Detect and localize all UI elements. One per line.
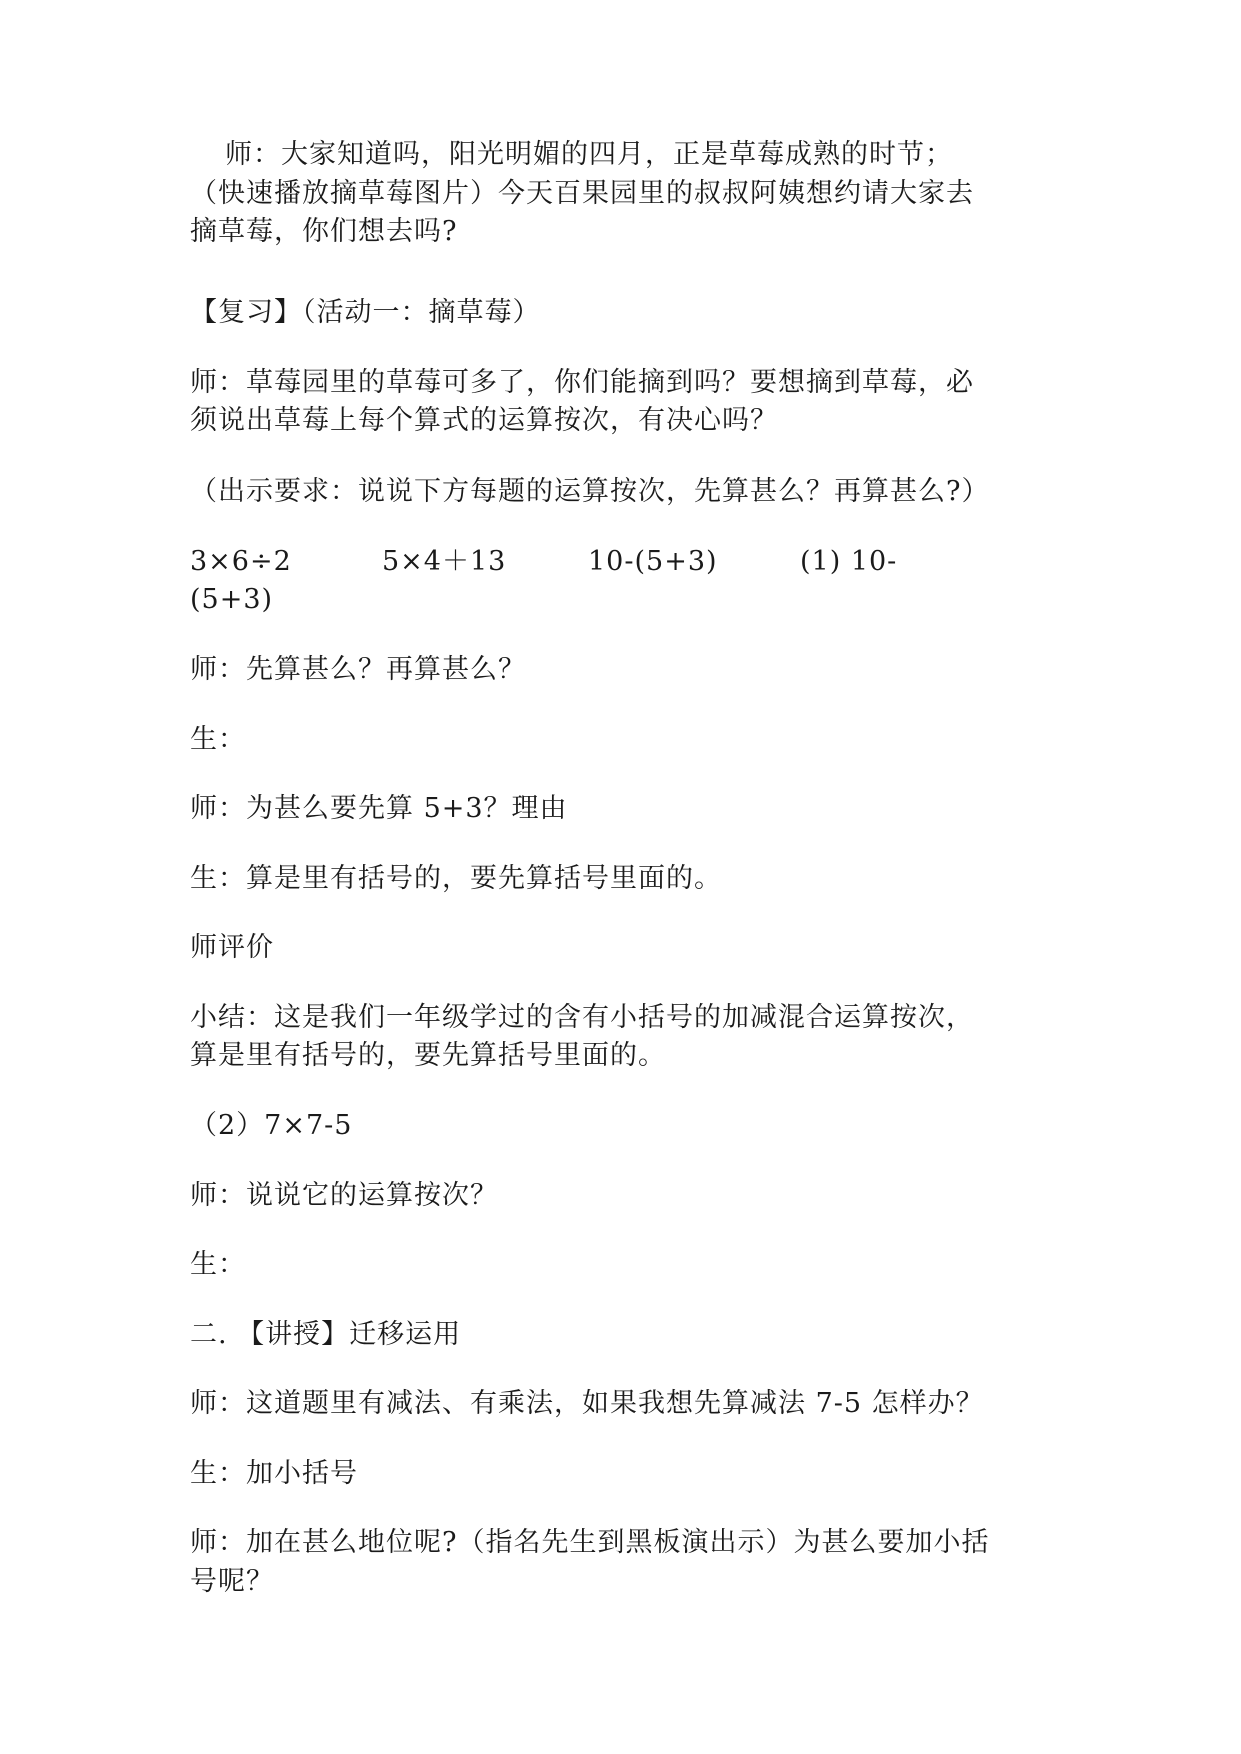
- paragraph-line: 号呢？: [190, 1566, 274, 1597]
- paragraph-line: 师评价: [190, 932, 274, 963]
- summary-line: 算是里有括号的，要先算括号里面的。: [190, 1040, 666, 1071]
- paragraph-line: 师：先算甚么？再算甚么？: [190, 654, 526, 685]
- paragraph-line: （快速播放摘草莓图片）今天百果园里的叔叔阿姨想约请大家去: [190, 178, 974, 209]
- formula-row: [190, 543, 1060, 581]
- summary-line: 小结：这是我们一年级学过的含有小括号的加减混合运算按次，: [190, 1002, 974, 1033]
- paragraph-line: 生：: [190, 1249, 246, 1280]
- formula: 3×6÷2: [190, 546, 292, 577]
- section-heading-lecture: 二. 【讲授】迁移运用: [190, 1319, 462, 1350]
- formula: (1) 10-: [800, 546, 898, 577]
- paragraph-line: 生：加小括号: [190, 1458, 358, 1489]
- formula-continuation: (5+3): [190, 584, 274, 615]
- paragraph-line: 师：这道题里有减法、有乘法，如果我想先算减法 7-5 怎样办？: [190, 1388, 984, 1419]
- paragraph-line: 须说出草莓上每个算式的运算按次，有决心吗？: [190, 405, 778, 436]
- paragraph-line: 生：: [190, 724, 246, 755]
- paragraph-line: 师：加在甚么地位呢?（指名先生到黑板演出示）为甚么要加小括: [190, 1527, 990, 1558]
- formula: 10-(5+3): [588, 546, 718, 577]
- paragraph-line: 生：算是里有括号的，要先算括号里面的。: [190, 863, 722, 894]
- section-heading-review: 【复习】（活动一：摘草莓）: [190, 297, 541, 328]
- paragraph-line: 师：大家知道吗，阳光明媚的四月，正是草莓成熟的时节；: [225, 139, 953, 170]
- paragraph-line: 师：草莓园里的草莓可多了，你们能摘到吗？要想摘到草莓，必: [190, 367, 974, 398]
- paragraph-line: 摘草莓，你们想去吗?: [190, 216, 458, 247]
- paragraph-line: 师：说说它的运算按次？: [190, 1180, 498, 1211]
- paragraph-line: （2）7×7-5: [190, 1110, 353, 1141]
- paragraph-line: 师：为甚么要先算 5+3？理由: [190, 793, 568, 824]
- formula: 5×4＋13: [382, 546, 507, 577]
- paragraph-line: （出示要求：说说下方每题的运算按次，先算甚么？再算甚么?）: [190, 476, 990, 507]
